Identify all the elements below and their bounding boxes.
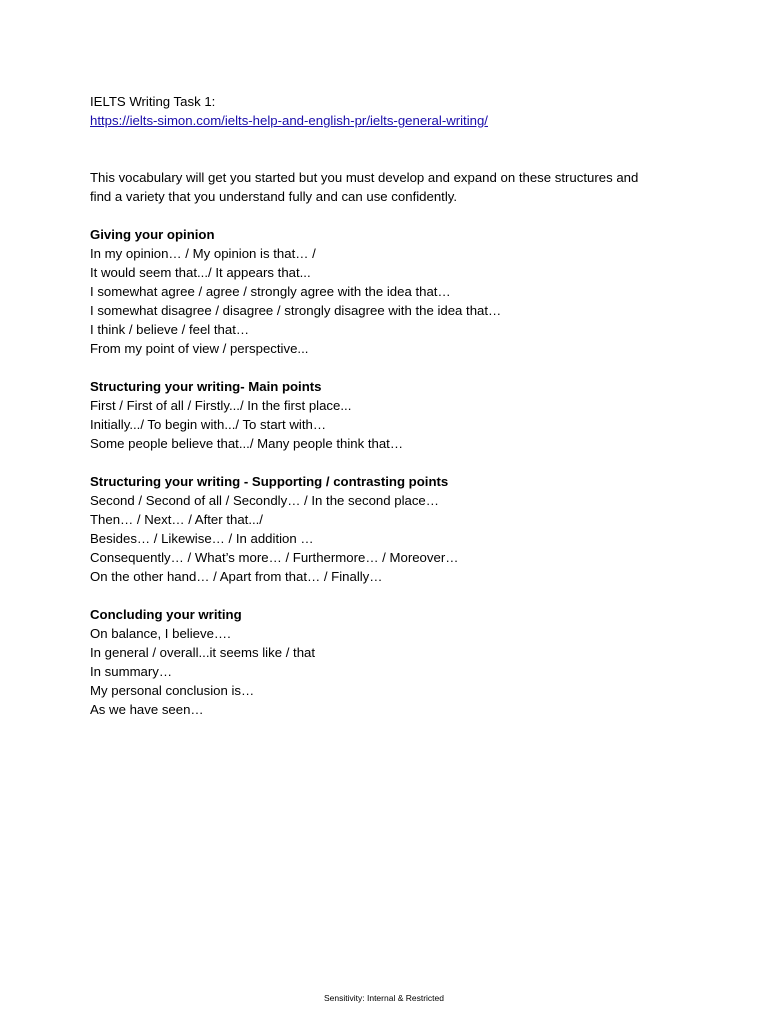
intro-paragraph	[90, 168, 690, 206]
phrase-line: In general / overall...it seems like / that	[90, 645, 316, 660]
section-heading: Concluding your writing	[90, 607, 242, 622]
phrase-line: I somewhat disagree / disagree / strongly disagree with the idea that…	[90, 303, 502, 318]
document-title: IELTS Writing Task 1:	[90, 94, 216, 109]
phrase-line: First / First of all / Firstly.../ In the first place...	[90, 398, 352, 413]
section-heading: Structuring your writing- Main points	[90, 379, 322, 394]
phrase-line: My personal conclusion is…	[90, 683, 255, 698]
phrase-line: Initially.../ To begin with.../ To start with…	[90, 417, 327, 432]
reference-link[interactable]: https://ielts-simon.com/ielts-help-and-english-pr/ielts-general-writing/	[90, 113, 488, 128]
phrase-line: I somewhat agree / agree / strongly agree with the idea that…	[90, 284, 451, 299]
phrase-line: Second / Second of all / Secondly… / In the second place…	[90, 493, 439, 508]
section-main-points	[90, 377, 690, 453]
section-heading: Structuring your writing - Supporting / contrasting points	[90, 474, 449, 489]
section-giving-opinion	[90, 225, 690, 358]
phrase-line: On balance, I believe….	[90, 626, 231, 641]
phrase-line: From my point of view / perspective...	[90, 341, 309, 356]
spacer	[90, 358, 690, 377]
phrase-line: Some people believe that.../ Many people think that…	[90, 436, 404, 451]
phrase-line: Besides… / Likewise… / In addition …	[90, 531, 314, 546]
intro-line: This vocabulary will get you started but you must develop and expand on these structures and	[90, 170, 639, 185]
phrase-line: Consequently… / What’s more… / Furthermore… / Moreover…	[90, 550, 459, 565]
phrase-line: Then… / Next… / After that.../	[90, 512, 263, 527]
phrase-line: It would seem that.../ It appears that...	[90, 265, 311, 280]
spacer	[90, 586, 690, 605]
section-heading: Giving your opinion	[90, 227, 215, 242]
sensitivity-footer: Sensitivity: Internal & Restricted	[324, 993, 444, 1003]
phrase-line: As we have seen…	[90, 702, 204, 717]
spacer	[90, 130, 690, 168]
phrase-line: I think / believe / feel that…	[90, 322, 250, 337]
spacer	[90, 453, 690, 472]
phrase-line: On the other hand… / Apart from that… / Finally…	[90, 569, 383, 584]
section-supporting-points	[90, 472, 690, 586]
section-concluding	[90, 605, 690, 719]
intro-line: find a variety that you understand fully and can use confidently.	[90, 189, 458, 204]
phrase-line: In summary…	[90, 664, 173, 679]
phrase-line: In my opinion… / My opinion is that… /	[90, 246, 316, 261]
spacer	[90, 206, 690, 225]
document-body	[90, 92, 690, 719]
